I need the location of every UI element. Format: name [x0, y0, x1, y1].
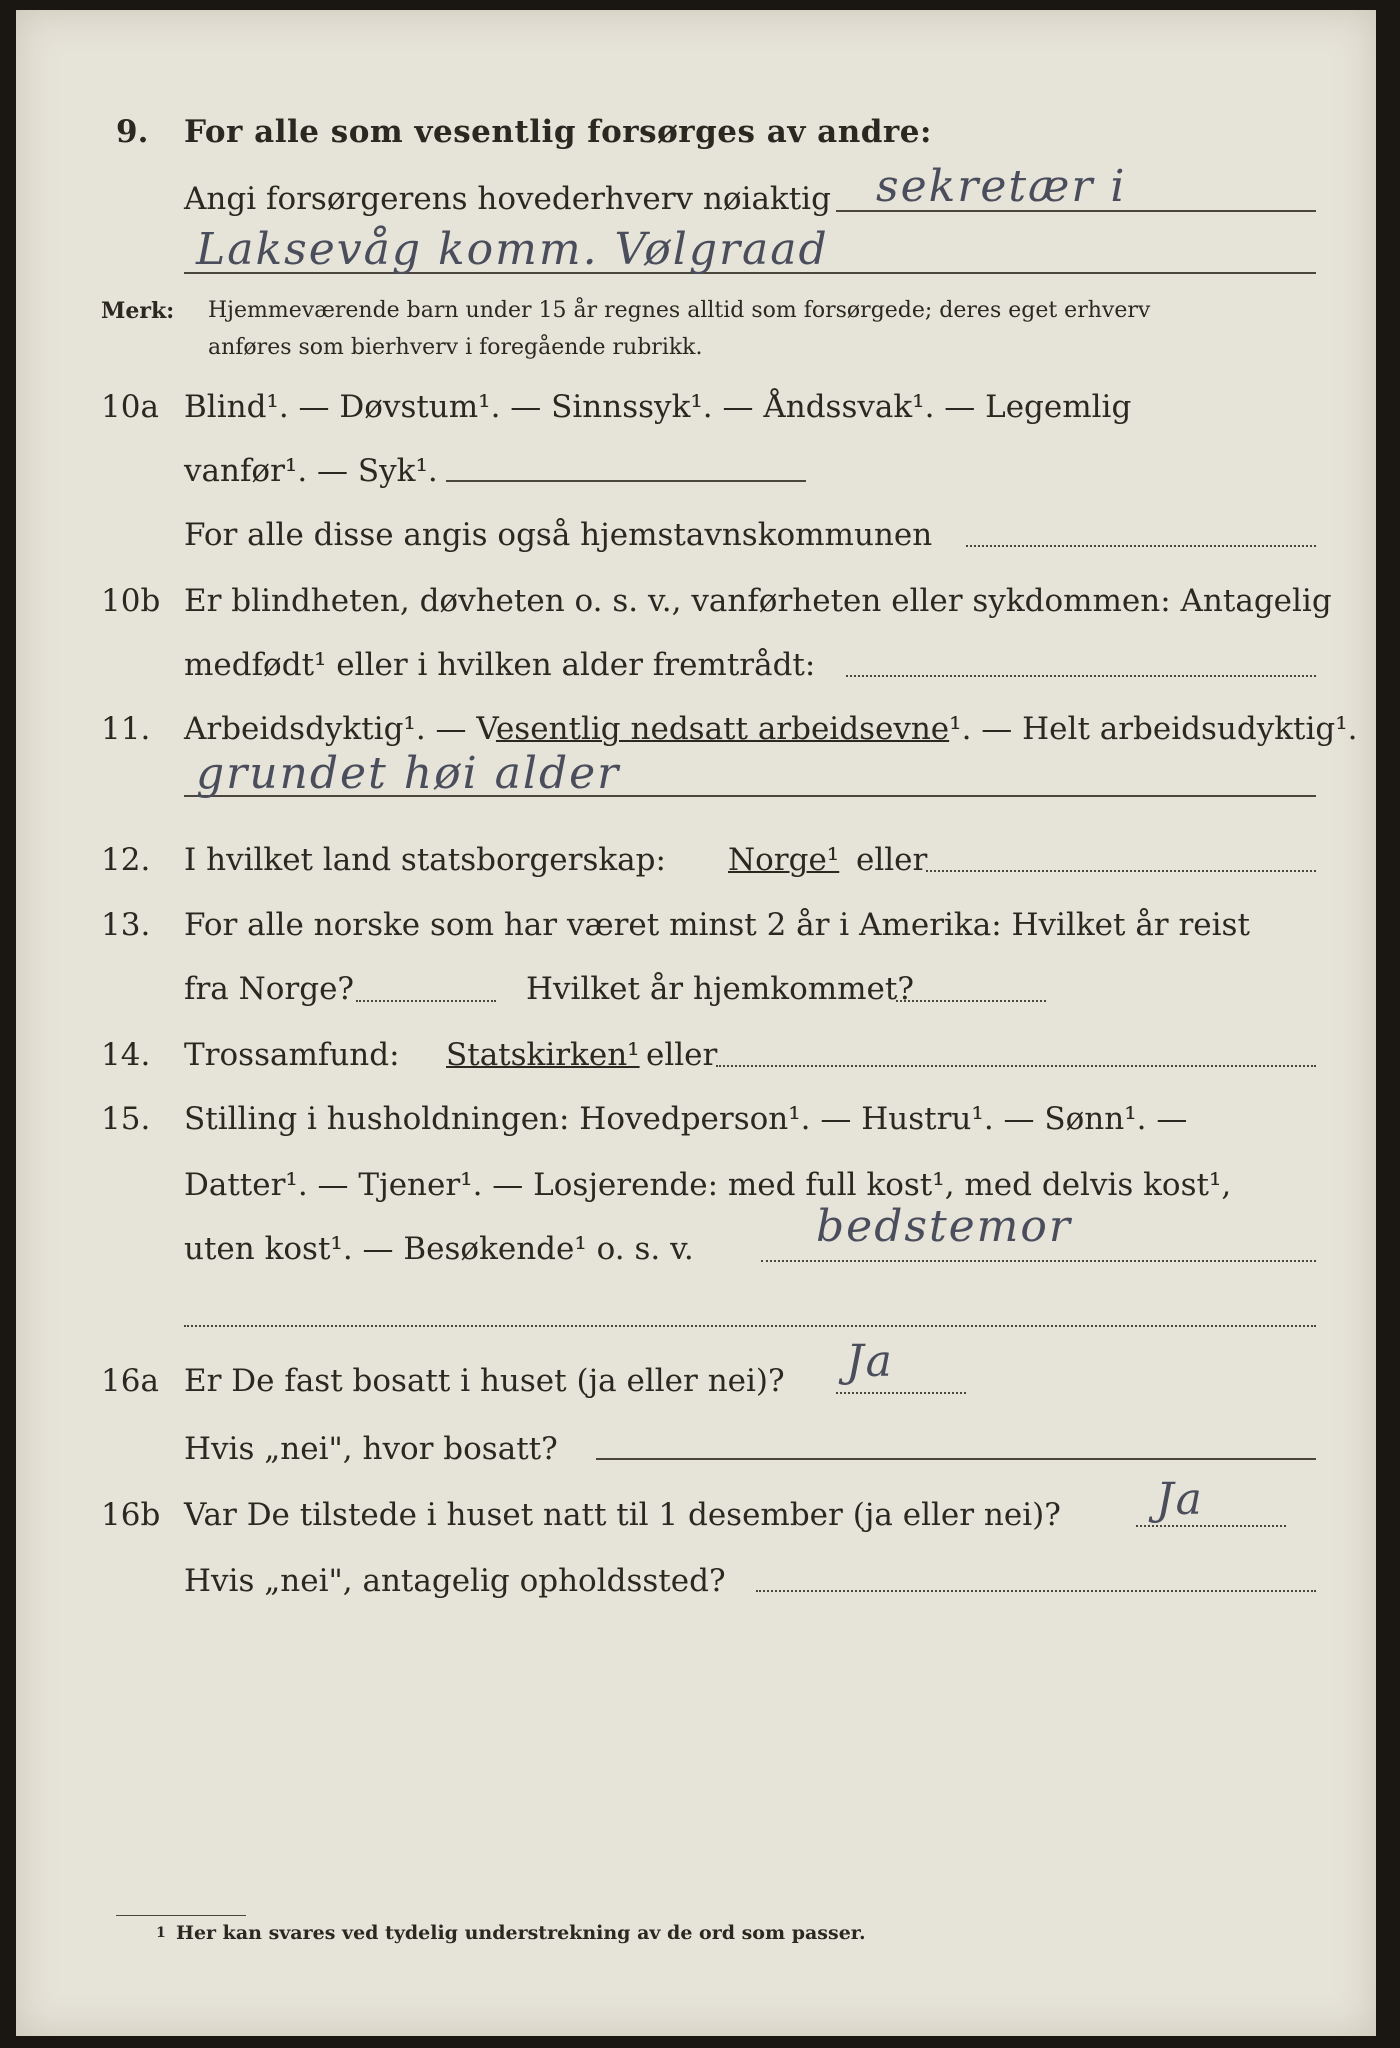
- q12-text: I hvilket land statsborgerskap:: [184, 842, 666, 878]
- footnote-rule: [116, 1915, 246, 1916]
- q10a-line-2: vanfør¹. — Syk¹.: [184, 453, 438, 489]
- q15-handwritten-answer: bedstemor: [816, 1201, 1072, 1252]
- q16b-answer-line[interactable]: [1136, 1525, 1286, 1527]
- footnote-text: Her kan svares ved tydelig understrekning av de ord som passer.: [176, 1922, 866, 1944]
- q11-text-part-a: Arbeidsdyktig¹. — V: [184, 711, 496, 747]
- q11-handwritten-answer: grundet høi alder: [196, 748, 621, 799]
- q16b-whereabouts-line[interactable]: [756, 1590, 1316, 1592]
- q16a-number: 16a: [101, 1363, 159, 1399]
- q10b-line-1: Er blindheten, døvheten o. s. v., vanførheten eller sykdommen: Antagelig: [184, 583, 1332, 619]
- q14-number: 14.: [101, 1037, 151, 1073]
- q10a-number: 10a: [101, 389, 159, 425]
- q9-handwritten-answer-1: sekretær i: [876, 161, 1127, 212]
- q11-number: 11.: [101, 711, 151, 747]
- q15-line-2: Datter¹. — Tjener¹. — Losjerende: med full kost¹, med delvis kost¹,: [184, 1167, 1232, 1203]
- q11-text-part-c: ¹. — Helt arbeidsudyktig¹.: [949, 711, 1358, 747]
- q16a-residence-line[interactable]: [596, 1458, 1316, 1460]
- footnote-mark: 1: [156, 1925, 166, 1941]
- q12-number: 12.: [101, 842, 151, 878]
- q14-choice-statskirken[interactable]: Statskirken¹: [446, 1037, 640, 1073]
- q10b-line-2: medfødt¹ eller i hvilken alder fremtrådt:: [184, 647, 816, 683]
- q12-tail: eller: [856, 842, 928, 878]
- q10a-sick-answer-line[interactable]: [446, 480, 806, 482]
- q12-choice-norway[interactable]: Norge¹: [728, 842, 840, 878]
- q15-number: 15.: [101, 1101, 151, 1137]
- q16b-number: 16b: [101, 1497, 161, 1533]
- q10a-line-1: Blind¹. — Døvstum¹. — Sinnssyk¹. — Åndssvak¹. — Legemlig: [184, 389, 1132, 425]
- q16a-handwritten-answer: Ja: [846, 1336, 894, 1387]
- q14-text: Trossamfund:: [184, 1037, 400, 1073]
- q10b-number: 10b: [101, 583, 161, 619]
- q11-underlined-choice[interactable]: esentlig nedsatt arbeidsevne: [495, 711, 950, 747]
- census-form-page: [16, 10, 1376, 2036]
- q10b-answer-line[interactable]: [846, 675, 1316, 677]
- q13-line-1: For alle norske som har været minst 2 år i Amerika: Hvilket år reist: [184, 907, 1250, 943]
- q16b-handwritten-answer: Ja: [1156, 1474, 1204, 1525]
- q15-line-1: Stilling i husholdningen: Hovedperson¹. — Hustru¹. — Sønn¹. —: [184, 1101, 1188, 1137]
- merk-line-2: anføres som bierhverv i foregående rubrikk.: [208, 335, 703, 360]
- q11-text: [184, 711, 1358, 747]
- q13-return-year-line[interactable]: [896, 1000, 1046, 1002]
- q9-heading: For alle som vesentlig forsørges av andre:: [184, 114, 932, 150]
- q16a-line-2: Hvis „nei", hvor bosatt?: [184, 1431, 558, 1467]
- q13-number: 13.: [101, 907, 151, 943]
- q10a-line-3: For alle disse angis også hjemstavnskommunen: [184, 517, 933, 553]
- q13-line-2a: fra Norge?: [184, 971, 355, 1007]
- q9-prompt: Angi forsørgerens hovederhverv nøiaktig: [184, 181, 831, 217]
- q9-handwritten-answer-2: Laksevåg komm. Vølgraad: [196, 224, 829, 275]
- q13-departure-year-line[interactable]: [356, 1000, 496, 1002]
- q15-line-3: uten kost¹. — Besøkende¹ o. s. v.: [184, 1231, 694, 1267]
- q16b-line-1: Var De tilstede i huset natt til 1 desember (ja eller nei)?: [184, 1497, 1061, 1533]
- q16b-line-2: Hvis „nei", antagelig opholdssted?: [184, 1563, 726, 1599]
- q10a-municipality-answer-line[interactable]: [966, 545, 1316, 547]
- q13-line-2b: Hvilket år hjemkommet?: [526, 971, 914, 1007]
- q16a-answer-line[interactable]: [836, 1392, 966, 1394]
- merk-label: Merk:: [101, 298, 175, 324]
- q15-extra-line[interactable]: [184, 1325, 1316, 1327]
- q9-number: 9.: [116, 114, 149, 150]
- q12-answer-line[interactable]: [926, 870, 1316, 872]
- q15-answer-line[interactable]: [761, 1260, 1316, 1262]
- merk-line-1: Hjemmeværende barn under 15 år regnes alltid som forsørgede; deres eget erhverv: [208, 298, 1151, 323]
- q14-tail: eller: [646, 1037, 718, 1073]
- q16a-line-1: Er De fast bosatt i huset (ja eller nei)?: [184, 1363, 785, 1399]
- q14-answer-line[interactable]: [716, 1065, 1316, 1067]
